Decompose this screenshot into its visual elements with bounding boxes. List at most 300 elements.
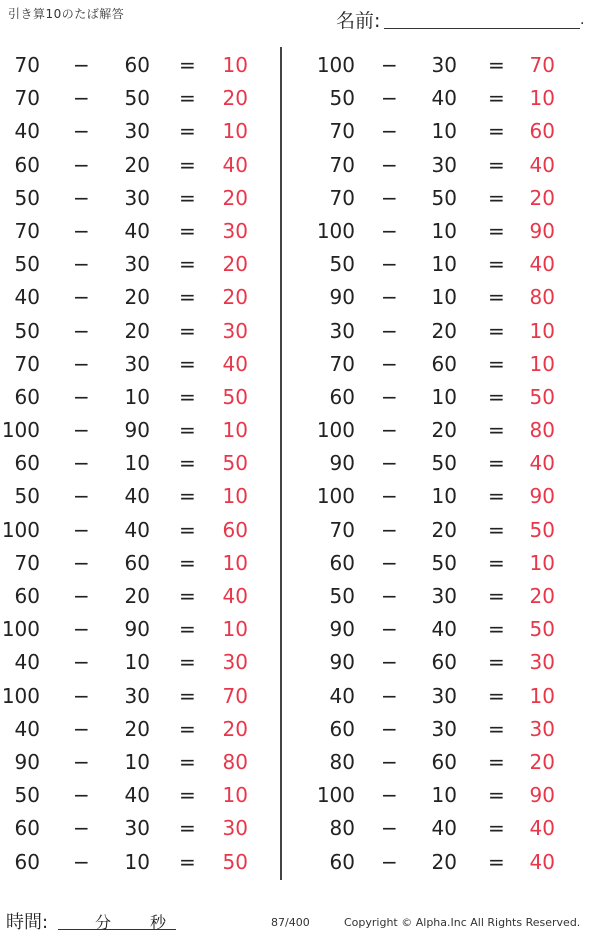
subtrahend: 20 — [431, 318, 457, 343]
minus-sign: − — [381, 218, 398, 243]
equals-sign: = — [179, 584, 196, 608]
answer: 90 — [529, 783, 555, 808]
minus-sign: − — [73, 584, 90, 608]
subtrahend: 30 — [431, 152, 457, 177]
problem-row — [300, 514, 580, 547]
subtrahend: 10 — [431, 218, 457, 243]
answer: 30 — [529, 650, 555, 675]
problem-row — [300, 580, 580, 613]
subtrahend: 10 — [431, 484, 457, 509]
subtrahend: 60 — [124, 53, 150, 77]
subtrahend: 40 — [431, 617, 457, 642]
problem-row — [0, 149, 280, 182]
equals-sign: = — [488, 716, 505, 741]
answer: 20 — [529, 185, 555, 210]
equals-sign: = — [488, 218, 505, 243]
equals-sign: = — [488, 53, 505, 77]
equals-sign: = — [488, 86, 505, 111]
equals-sign: = — [179, 384, 196, 409]
minus-sign: − — [381, 53, 398, 77]
minuend: 100 — [316, 418, 355, 443]
problem-row — [300, 812, 580, 845]
subtrahend: 40 — [431, 816, 457, 841]
subtrahend: 50 — [431, 550, 457, 575]
answer: 40 — [529, 816, 555, 841]
subtrahend: 10 — [124, 749, 150, 774]
subtrahend: 40 — [431, 86, 457, 111]
problem-row — [300, 414, 580, 447]
equals-sign: = — [179, 683, 196, 708]
equals-sign: = — [179, 484, 196, 509]
minuend: 50 — [14, 783, 40, 808]
answer: 80 — [529, 418, 555, 443]
minus-sign: − — [381, 384, 398, 409]
equals-sign: = — [488, 683, 505, 708]
answer: 30 — [222, 218, 248, 243]
minus-sign: − — [73, 451, 90, 476]
answer: 10 — [222, 617, 248, 642]
subtrahend: 20 — [431, 849, 457, 874]
equals-sign: = — [488, 584, 505, 608]
equals-sign: = — [488, 550, 505, 575]
minuend: 90 — [14, 749, 40, 774]
subtrahend: 20 — [124, 318, 150, 343]
equals-sign: = — [179, 716, 196, 741]
minus-sign: − — [73, 86, 90, 111]
seconds-label: 秒 — [150, 913, 167, 932]
answer: 10 — [529, 318, 555, 343]
answer: 10 — [222, 550, 248, 575]
equals-sign: = — [488, 617, 505, 642]
minus-sign: − — [381, 418, 398, 443]
answer: 10 — [222, 484, 248, 509]
minus-sign: − — [381, 617, 398, 642]
subtrahend: 50 — [431, 451, 457, 476]
minuend: 40 — [14, 716, 40, 741]
answer: 10 — [222, 418, 248, 443]
minuend: 60 — [329, 550, 355, 575]
minuend: 100 — [316, 484, 355, 509]
minuend: 70 — [14, 351, 40, 376]
subtrahend: 30 — [431, 584, 457, 608]
minus-sign: − — [73, 617, 90, 642]
minus-sign: − — [381, 86, 398, 111]
subtrahend: 30 — [124, 351, 150, 376]
equals-sign: = — [488, 783, 505, 808]
name-label: 名前: — [336, 10, 381, 32]
minuend: 50 — [14, 252, 40, 277]
subtrahend: 10 — [431, 285, 457, 310]
problem-row — [300, 480, 580, 513]
equals-sign: = — [179, 53, 196, 77]
minus-sign: − — [73, 384, 90, 409]
minuend: 100 — [1, 517, 40, 542]
minus-sign: − — [73, 849, 90, 874]
answer: 30 — [222, 650, 248, 675]
minuend: 60 — [14, 849, 40, 874]
subtrahend: 10 — [124, 849, 150, 874]
minuend: 70 — [14, 550, 40, 575]
equals-sign: = — [179, 86, 196, 111]
problem-row — [300, 149, 580, 182]
minuend: 90 — [329, 451, 355, 476]
minus-sign: − — [73, 749, 90, 774]
answer: 20 — [222, 285, 248, 310]
answer: 10 — [529, 683, 555, 708]
minuend: 60 — [329, 384, 355, 409]
minus-sign: − — [73, 816, 90, 841]
minuend: 50 — [14, 318, 40, 343]
problem-row — [300, 115, 580, 148]
problem-row — [0, 846, 280, 879]
answer: 10 — [529, 351, 555, 376]
subtrahend: 60 — [124, 550, 150, 575]
equals-sign: = — [488, 816, 505, 841]
equals-sign: = — [179, 783, 196, 808]
problem-row — [0, 746, 280, 779]
problem-row — [300, 215, 580, 248]
minus-sign: − — [381, 185, 398, 210]
equals-sign: = — [488, 484, 505, 509]
answer: 20 — [529, 749, 555, 774]
equals-sign: = — [179, 550, 196, 575]
equals-sign: = — [488, 318, 505, 343]
minus-sign: − — [73, 716, 90, 741]
minuend: 70 — [14, 53, 40, 77]
answer: 40 — [529, 451, 555, 476]
minus-sign: − — [381, 119, 398, 144]
problem-row — [0, 779, 280, 812]
subtrahend: 60 — [431, 351, 457, 376]
minuend: 90 — [329, 285, 355, 310]
problem-row — [300, 315, 580, 348]
name-field[interactable] — [336, 6, 586, 32]
subtrahend: 10 — [124, 650, 150, 675]
equals-sign: = — [488, 849, 505, 874]
answer: 20 — [222, 716, 248, 741]
answer: 20 — [222, 252, 248, 277]
subtrahend: 90 — [124, 617, 150, 642]
subtrahend: 50 — [124, 86, 150, 111]
answer: 60 — [222, 517, 248, 542]
equals-sign: = — [179, 152, 196, 177]
minus-sign: − — [73, 252, 90, 277]
minus-sign: − — [73, 351, 90, 376]
problem-row — [0, 580, 280, 613]
answer: 70 — [529, 53, 555, 77]
minus-sign: − — [381, 285, 398, 310]
minus-sign: − — [73, 550, 90, 575]
subtrahend: 50 — [431, 185, 457, 210]
minuend: 50 — [329, 584, 355, 608]
equals-sign: = — [179, 351, 196, 376]
minus-sign: − — [73, 185, 90, 210]
equals-sign: = — [488, 749, 505, 774]
problem-row — [300, 49, 580, 82]
equals-sign: = — [179, 451, 196, 476]
minuend: 60 — [329, 849, 355, 874]
equals-sign: = — [179, 517, 196, 542]
minuend: 100 — [316, 218, 355, 243]
answer: 30 — [222, 816, 248, 841]
problem-row — [0, 82, 280, 115]
subtrahend: 20 — [431, 517, 457, 542]
minus-sign: − — [381, 749, 398, 774]
problem-row — [0, 414, 280, 447]
problem-row — [300, 248, 580, 281]
right-problem-column — [300, 49, 580, 879]
minus-sign: − — [381, 318, 398, 343]
problem-row — [300, 182, 580, 215]
problem-row — [0, 248, 280, 281]
answer: 90 — [529, 218, 555, 243]
subtrahend: 30 — [124, 683, 150, 708]
left-problem-column — [0, 49, 280, 879]
subtrahend: 30 — [124, 119, 150, 144]
equals-sign: = — [488, 152, 505, 177]
minuend: 90 — [329, 650, 355, 675]
minuend: 90 — [329, 617, 355, 642]
minuend: 100 — [1, 683, 40, 708]
minus-sign: − — [381, 716, 398, 741]
answer: 50 — [529, 384, 555, 409]
minus-sign: − — [381, 783, 398, 808]
minuend: 60 — [329, 716, 355, 741]
equals-sign: = — [179, 285, 196, 310]
problem-row — [0, 115, 280, 148]
subtrahend: 10 — [124, 384, 150, 409]
worksheet-title: 引き算10のたば解答 — [8, 7, 125, 21]
problem-row — [300, 82, 580, 115]
problem-row — [0, 812, 280, 845]
name-end-mark: . — [580, 12, 585, 28]
subtrahend: 60 — [431, 749, 457, 774]
minus-sign: − — [73, 418, 90, 443]
subtrahend: 20 — [124, 584, 150, 608]
answer: 80 — [222, 749, 248, 774]
problem-row — [300, 846, 580, 879]
answer: 40 — [222, 152, 248, 177]
minus-sign: − — [73, 484, 90, 509]
problem-row — [300, 613, 580, 646]
problem-row — [0, 348, 280, 381]
minuend: 70 — [14, 86, 40, 111]
answer: 10 — [222, 783, 248, 808]
minuend: 70 — [329, 351, 355, 376]
minuend: 100 — [1, 617, 40, 642]
answer: 50 — [529, 617, 555, 642]
minus-sign: − — [73, 53, 90, 77]
minus-sign: − — [381, 451, 398, 476]
minus-sign: − — [73, 683, 90, 708]
problem-row — [0, 215, 280, 248]
answer: 90 — [529, 484, 555, 509]
problem-row — [300, 281, 580, 314]
minuend: 60 — [14, 384, 40, 409]
equals-sign: = — [488, 119, 505, 144]
problem-row — [0, 447, 280, 480]
minutes-label: 分 — [95, 913, 112, 932]
answer: 10 — [222, 53, 248, 77]
problem-row — [0, 49, 280, 82]
subtrahend: 10 — [431, 119, 457, 144]
equals-sign: = — [179, 749, 196, 774]
minuend: 70 — [329, 119, 355, 144]
problem-row — [0, 646, 280, 679]
answer: 10 — [222, 119, 248, 144]
subtrahend: 10 — [431, 252, 457, 277]
answer: 50 — [222, 384, 248, 409]
problem-row — [300, 547, 580, 580]
subtrahend: 30 — [431, 716, 457, 741]
minuend: 40 — [14, 119, 40, 144]
equals-sign: = — [488, 384, 505, 409]
minuend: 50 — [329, 86, 355, 111]
equals-sign: = — [179, 318, 196, 343]
minus-sign: − — [73, 152, 90, 177]
problem-row — [300, 447, 580, 480]
problem-row — [0, 182, 280, 215]
minuend: 60 — [14, 152, 40, 177]
answer: 80 — [529, 285, 555, 310]
answer: 30 — [529, 716, 555, 741]
subtrahend: 30 — [124, 185, 150, 210]
equals-sign: = — [179, 252, 196, 277]
subtrahend: 40 — [124, 783, 150, 808]
minus-sign: − — [73, 650, 90, 675]
subtrahend: 10 — [124, 451, 150, 476]
answer: 70 — [222, 683, 248, 708]
minuend: 70 — [329, 517, 355, 542]
problem-row — [300, 779, 580, 812]
minus-sign: − — [381, 152, 398, 177]
minuend: 70 — [14, 218, 40, 243]
equals-sign: = — [488, 650, 505, 675]
minus-sign: − — [381, 484, 398, 509]
name-underline — [384, 28, 580, 29]
copyright-notice: Copyright © Alpha.Inc All Rights Reserved. — [344, 916, 581, 929]
problem-row — [0, 547, 280, 580]
subtrahend: 30 — [431, 683, 457, 708]
minuend: 50 — [14, 185, 40, 210]
answer: 20 — [529, 584, 555, 608]
problem-row — [0, 480, 280, 513]
subtrahend: 60 — [431, 650, 457, 675]
minus-sign: − — [73, 783, 90, 808]
problem-row — [0, 281, 280, 314]
subtrahend: 40 — [124, 517, 150, 542]
equals-sign: = — [488, 351, 505, 376]
answer: 40 — [222, 584, 248, 608]
answer: 50 — [529, 517, 555, 542]
minuend: 40 — [14, 650, 40, 675]
problem-row — [300, 746, 580, 779]
subtrahend: 20 — [124, 152, 150, 177]
minus-sign: − — [73, 318, 90, 343]
minus-sign: − — [381, 650, 398, 675]
equals-sign: = — [488, 517, 505, 542]
answer: 60 — [529, 119, 555, 144]
minuend: 70 — [329, 152, 355, 177]
minus-sign: − — [381, 550, 398, 575]
minus-sign: − — [73, 119, 90, 144]
equals-sign: = — [488, 285, 505, 310]
time-label: 時間: — [6, 912, 49, 933]
subtrahend: 40 — [124, 218, 150, 243]
minus-sign: − — [381, 849, 398, 874]
problem-row — [300, 680, 580, 713]
column-divider — [280, 47, 282, 880]
minus-sign: − — [381, 816, 398, 841]
answer: 50 — [222, 849, 248, 874]
minuend: 100 — [316, 53, 355, 77]
equals-sign: = — [179, 119, 196, 144]
minus-sign: − — [381, 252, 398, 277]
answer: 40 — [222, 351, 248, 376]
minuend: 40 — [14, 285, 40, 310]
answer: 30 — [222, 318, 248, 343]
minuend: 100 — [316, 783, 355, 808]
minuend: 50 — [14, 484, 40, 509]
answer: 40 — [529, 252, 555, 277]
answer: 10 — [529, 86, 555, 111]
answer: 20 — [222, 86, 248, 111]
subtrahend: 40 — [124, 484, 150, 509]
equals-sign: = — [488, 418, 505, 443]
answer: 20 — [222, 185, 248, 210]
equals-sign: = — [488, 252, 505, 277]
minus-sign: − — [73, 285, 90, 310]
minuend: 70 — [329, 185, 355, 210]
equals-sign: = — [179, 849, 196, 874]
problem-row — [300, 713, 580, 746]
minus-sign: − — [381, 517, 398, 542]
subtrahend: 20 — [431, 418, 457, 443]
problem-row — [0, 680, 280, 713]
subtrahend: 30 — [124, 252, 150, 277]
equals-sign: = — [179, 617, 196, 642]
minuend: 100 — [1, 418, 40, 443]
subtrahend: 30 — [124, 816, 150, 841]
problem-row — [0, 613, 280, 646]
problem-row — [0, 315, 280, 348]
equals-sign: = — [179, 650, 196, 675]
minuend: 80 — [329, 749, 355, 774]
minuend: 40 — [329, 683, 355, 708]
answer: 50 — [222, 451, 248, 476]
equals-sign: = — [179, 185, 196, 210]
problem-row — [300, 381, 580, 414]
page-number: 87/400 — [271, 916, 310, 929]
subtrahend: 20 — [124, 716, 150, 741]
equals-sign: = — [179, 418, 196, 443]
minus-sign: − — [73, 218, 90, 243]
minus-sign: − — [381, 683, 398, 708]
minus-sign: − — [381, 584, 398, 608]
subtrahend: 30 — [431, 53, 457, 77]
equals-sign: = — [488, 185, 505, 210]
answer: 10 — [529, 550, 555, 575]
problem-row — [300, 348, 580, 381]
subtrahend: 90 — [124, 418, 150, 443]
subtrahend: 10 — [431, 783, 457, 808]
subtrahend: 20 — [124, 285, 150, 310]
minuend: 50 — [329, 252, 355, 277]
equals-sign: = — [179, 218, 196, 243]
problem-row — [300, 646, 580, 679]
minus-sign: − — [381, 351, 398, 376]
problem-row — [0, 514, 280, 547]
